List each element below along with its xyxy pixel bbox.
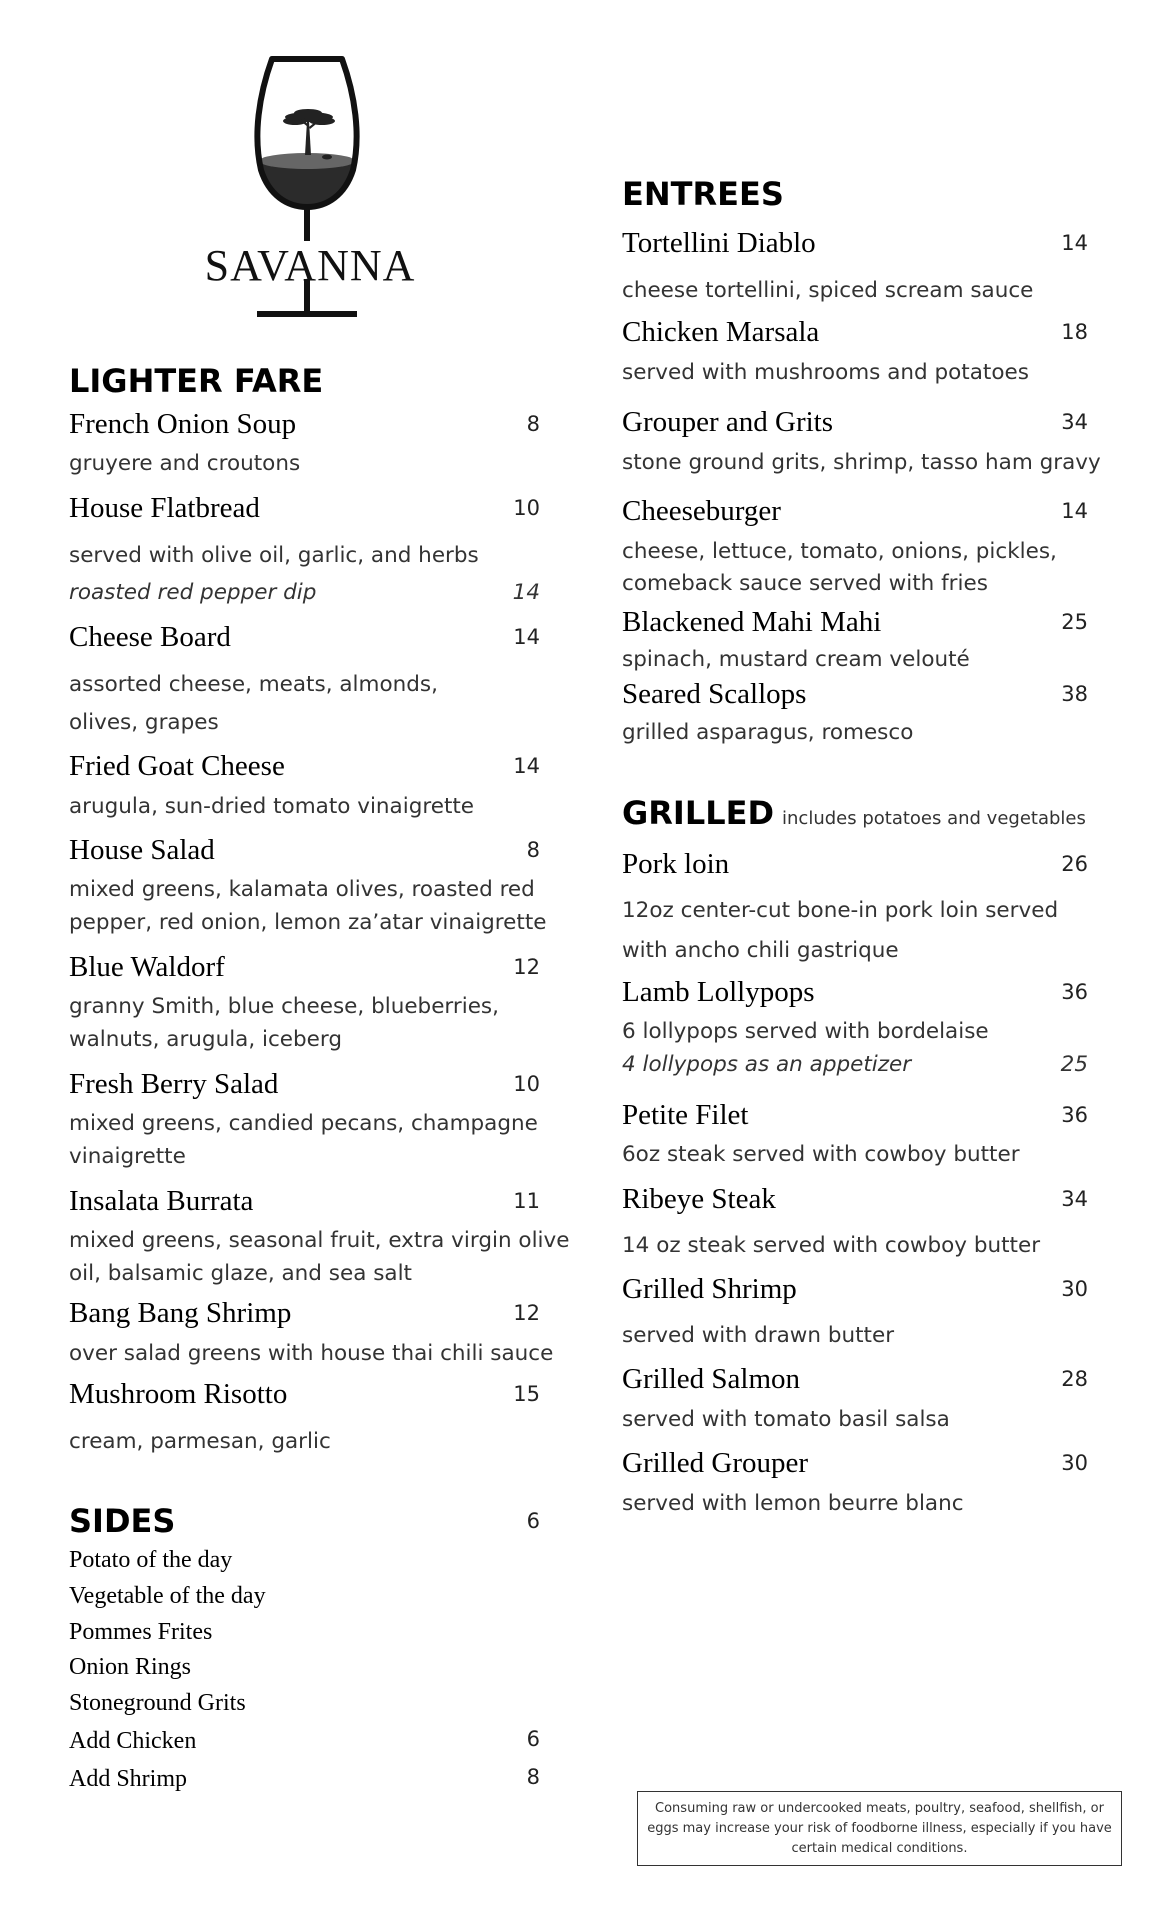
item-name: Tortellini Diablo (622, 227, 816, 259)
item-description: mixed greens, seasonal fruit, extra virgin olive (69, 1228, 570, 1253)
item-price: 10 (513, 496, 540, 520)
menu-item (622, 1363, 1102, 1432)
item-price: 12 (513, 955, 540, 979)
sides-title: SIDES (69, 1502, 176, 1540)
item-description: grilled asparagus, romesco (622, 720, 914, 745)
item-price: 36 (1061, 1103, 1088, 1127)
side-item: Potato of the day (69, 1547, 233, 1573)
side-item-price: 8 (526, 1765, 540, 1789)
item-description: 6oz steak served with cowboy butter (622, 1142, 1020, 1167)
item-price: 18 (1061, 320, 1088, 344)
item-price: 14 (513, 754, 540, 778)
health-advisory-notice (637, 1791, 1122, 1866)
item-name: Mushroom Risotto (69, 1378, 288, 1410)
item-price: 15 (513, 1382, 540, 1406)
notice-line: certain medical conditions. (791, 1841, 968, 1856)
item-description: spinach, mustard cream velouté (622, 647, 970, 672)
addon-text: roasted red pepper dip (69, 580, 317, 605)
item-name: Bang Bang Shrimp (69, 1297, 292, 1329)
addon-text: 4 lollypops as an appetizer (622, 1052, 912, 1077)
brand-name: SAVANNA (204, 241, 416, 290)
item-price: 30 (1061, 1277, 1088, 1301)
item-price: 26 (1061, 852, 1088, 876)
item-name: Lamb Lollypops (622, 976, 815, 1008)
item-description: served with mushrooms and potatoes (622, 360, 1029, 385)
item-price: 34 (1061, 410, 1088, 434)
item-price: 8 (526, 838, 540, 862)
item-price: 25 (1061, 610, 1088, 634)
side-item-name: Add Shrimp (69, 1766, 188, 1792)
grilled-title: GRILLED (622, 794, 775, 832)
menu-item (69, 1378, 554, 1454)
item-description: cheese, lettuce, tomato, onions, pickles, (622, 539, 1057, 564)
menu-item (69, 1068, 554, 1169)
item-name: Grilled Shrimp (622, 1273, 797, 1305)
side-item: Pommes Frites (69, 1619, 213, 1645)
item-price: 38 (1061, 682, 1088, 706)
item-name: Chicken Marsala (622, 316, 820, 348)
notice-line: Consuming raw or undercooked meats, poultry, seafood, shellfish, or (655, 1801, 1104, 1816)
item-description: over salad greens with house thai chili sauce (69, 1341, 554, 1366)
addon-price: 14 (512, 580, 540, 605)
menu-item (622, 848, 1102, 963)
item-name: Grilled Salmon (622, 1363, 801, 1395)
item-name: Insalata Burrata (69, 1185, 254, 1217)
item-name: House Flatbread (69, 492, 260, 524)
item-description: olives, grapes (69, 710, 219, 735)
menu-item (622, 227, 1102, 303)
item-description: oil, balsamic glaze, and sea salt (69, 1261, 412, 1286)
side-item-name: Add Chicken (69, 1728, 197, 1754)
menu-item (622, 976, 1102, 1077)
grilled-note: includes potatoes and vegetables (782, 808, 1086, 829)
menu-item (622, 316, 1102, 385)
item-description: pepper, red onion, lemon za’atar vinaigrette (69, 910, 547, 935)
item-name: Cheeseburger (622, 495, 781, 527)
item-price: 28 (1061, 1367, 1088, 1391)
grilled-heading (622, 794, 1102, 832)
item-name: House Salad (69, 834, 215, 866)
item-addon (69, 576, 554, 609)
item-name: Seared Scallops (622, 678, 807, 710)
item-price: 12 (513, 1301, 540, 1325)
sides-price: 6 (526, 1509, 540, 1533)
item-description: gruyere and croutons (69, 451, 301, 476)
addon-price: 25 (1060, 1052, 1088, 1077)
item-name: Blue Waldorf (69, 951, 225, 983)
sides-heading (69, 1502, 554, 1540)
entrees-heading: ENTREES (622, 175, 784, 213)
item-addon (622, 1048, 1102, 1081)
side-item (69, 1729, 554, 1753)
item-description: cheese tortellini, spiced scream sauce (622, 278, 1034, 303)
menu-item (622, 495, 1102, 596)
menu-item (69, 951, 554, 1052)
side-item: Onion Rings (69, 1654, 192, 1680)
item-name: Fresh Berry Salad (69, 1068, 279, 1100)
item-description: assorted cheese, meats, almonds, (69, 672, 438, 697)
menu-item (69, 408, 554, 476)
item-description: served with tomato basil salsa (622, 1407, 950, 1432)
left-column (69, 0, 570, 1920)
item-price: 10 (513, 1072, 540, 1096)
item-price: 11 (513, 1189, 540, 1213)
item-price: 34 (1061, 1187, 1088, 1211)
menu-item (622, 1183, 1102, 1258)
item-description: granny Smith, blue cheese, blueberries, (69, 994, 499, 1019)
side-item: Stoneground Grits (69, 1690, 246, 1716)
item-description: stone ground grits, shrimp, tasso ham gravy (622, 450, 1101, 475)
item-description: served with lemon beurre blanc (622, 1491, 964, 1516)
menu-item (69, 492, 554, 605)
item-price: 30 (1061, 1451, 1088, 1475)
menu-item (622, 606, 1102, 672)
item-description: with ancho chili gastrique (622, 938, 899, 963)
side-item-price: 6 (526, 1727, 540, 1751)
right-column (622, 0, 1102, 1920)
item-price: 8 (526, 412, 540, 436)
item-description: 12oz center-cut bone-in pork loin served (622, 898, 1059, 923)
item-price: 36 (1061, 980, 1088, 1004)
item-description: cream, parmesan, garlic (69, 1429, 331, 1454)
item-name: French Onion Soup (69, 408, 297, 440)
menu-item (69, 834, 554, 935)
item-description: served with olive oil, garlic, and herbs (69, 543, 479, 568)
menu-item (622, 406, 1102, 475)
menu-item (69, 1185, 570, 1286)
menu-item (69, 750, 554, 819)
notice-line: eggs may increase your risk of foodborne illness, especially if you have (647, 1821, 1112, 1836)
menu-item (69, 1297, 554, 1366)
item-name: Grouper and Grits (622, 406, 834, 438)
menu-item (622, 678, 1102, 745)
lighter-fare-heading: LIGHTER FARE (69, 362, 324, 400)
item-description: 6 lollypops served with bordelaise (622, 1019, 989, 1044)
item-name: Ribeye Steak (622, 1183, 776, 1215)
item-price: 14 (1061, 499, 1088, 523)
item-description: comeback sauce served with fries (622, 571, 988, 596)
item-name: Cheese Board (69, 621, 231, 653)
item-name: Blackened Mahi Mahi (622, 606, 882, 638)
item-name: Grilled Grouper (622, 1447, 809, 1479)
item-description: walnuts, arugula, iceberg (69, 1027, 343, 1052)
menu-item (622, 1273, 1102, 1348)
menu-item (622, 1447, 1102, 1516)
item-description: 14 oz steak served with cowboy butter (622, 1233, 1041, 1258)
item-description: served with drawn butter (622, 1323, 895, 1348)
menu-item (69, 621, 554, 735)
side-item (69, 1767, 554, 1791)
item-description: mixed greens, candied pecans, champagne (69, 1111, 538, 1136)
item-name: Fried Goat Cheese (69, 750, 285, 782)
item-name: Petite Filet (622, 1099, 749, 1131)
item-name: Pork loin (622, 848, 730, 880)
item-price: 14 (1061, 231, 1088, 255)
item-description: vinaigrette (69, 1144, 186, 1169)
side-item: Vegetable of the day (69, 1583, 266, 1609)
item-description: arugula, sun-dried tomato vinaigrette (69, 794, 475, 819)
item-price: 14 (513, 625, 540, 649)
item-description: mixed greens, kalamata olives, roasted red (69, 877, 535, 902)
menu-item (622, 1099, 1102, 1167)
